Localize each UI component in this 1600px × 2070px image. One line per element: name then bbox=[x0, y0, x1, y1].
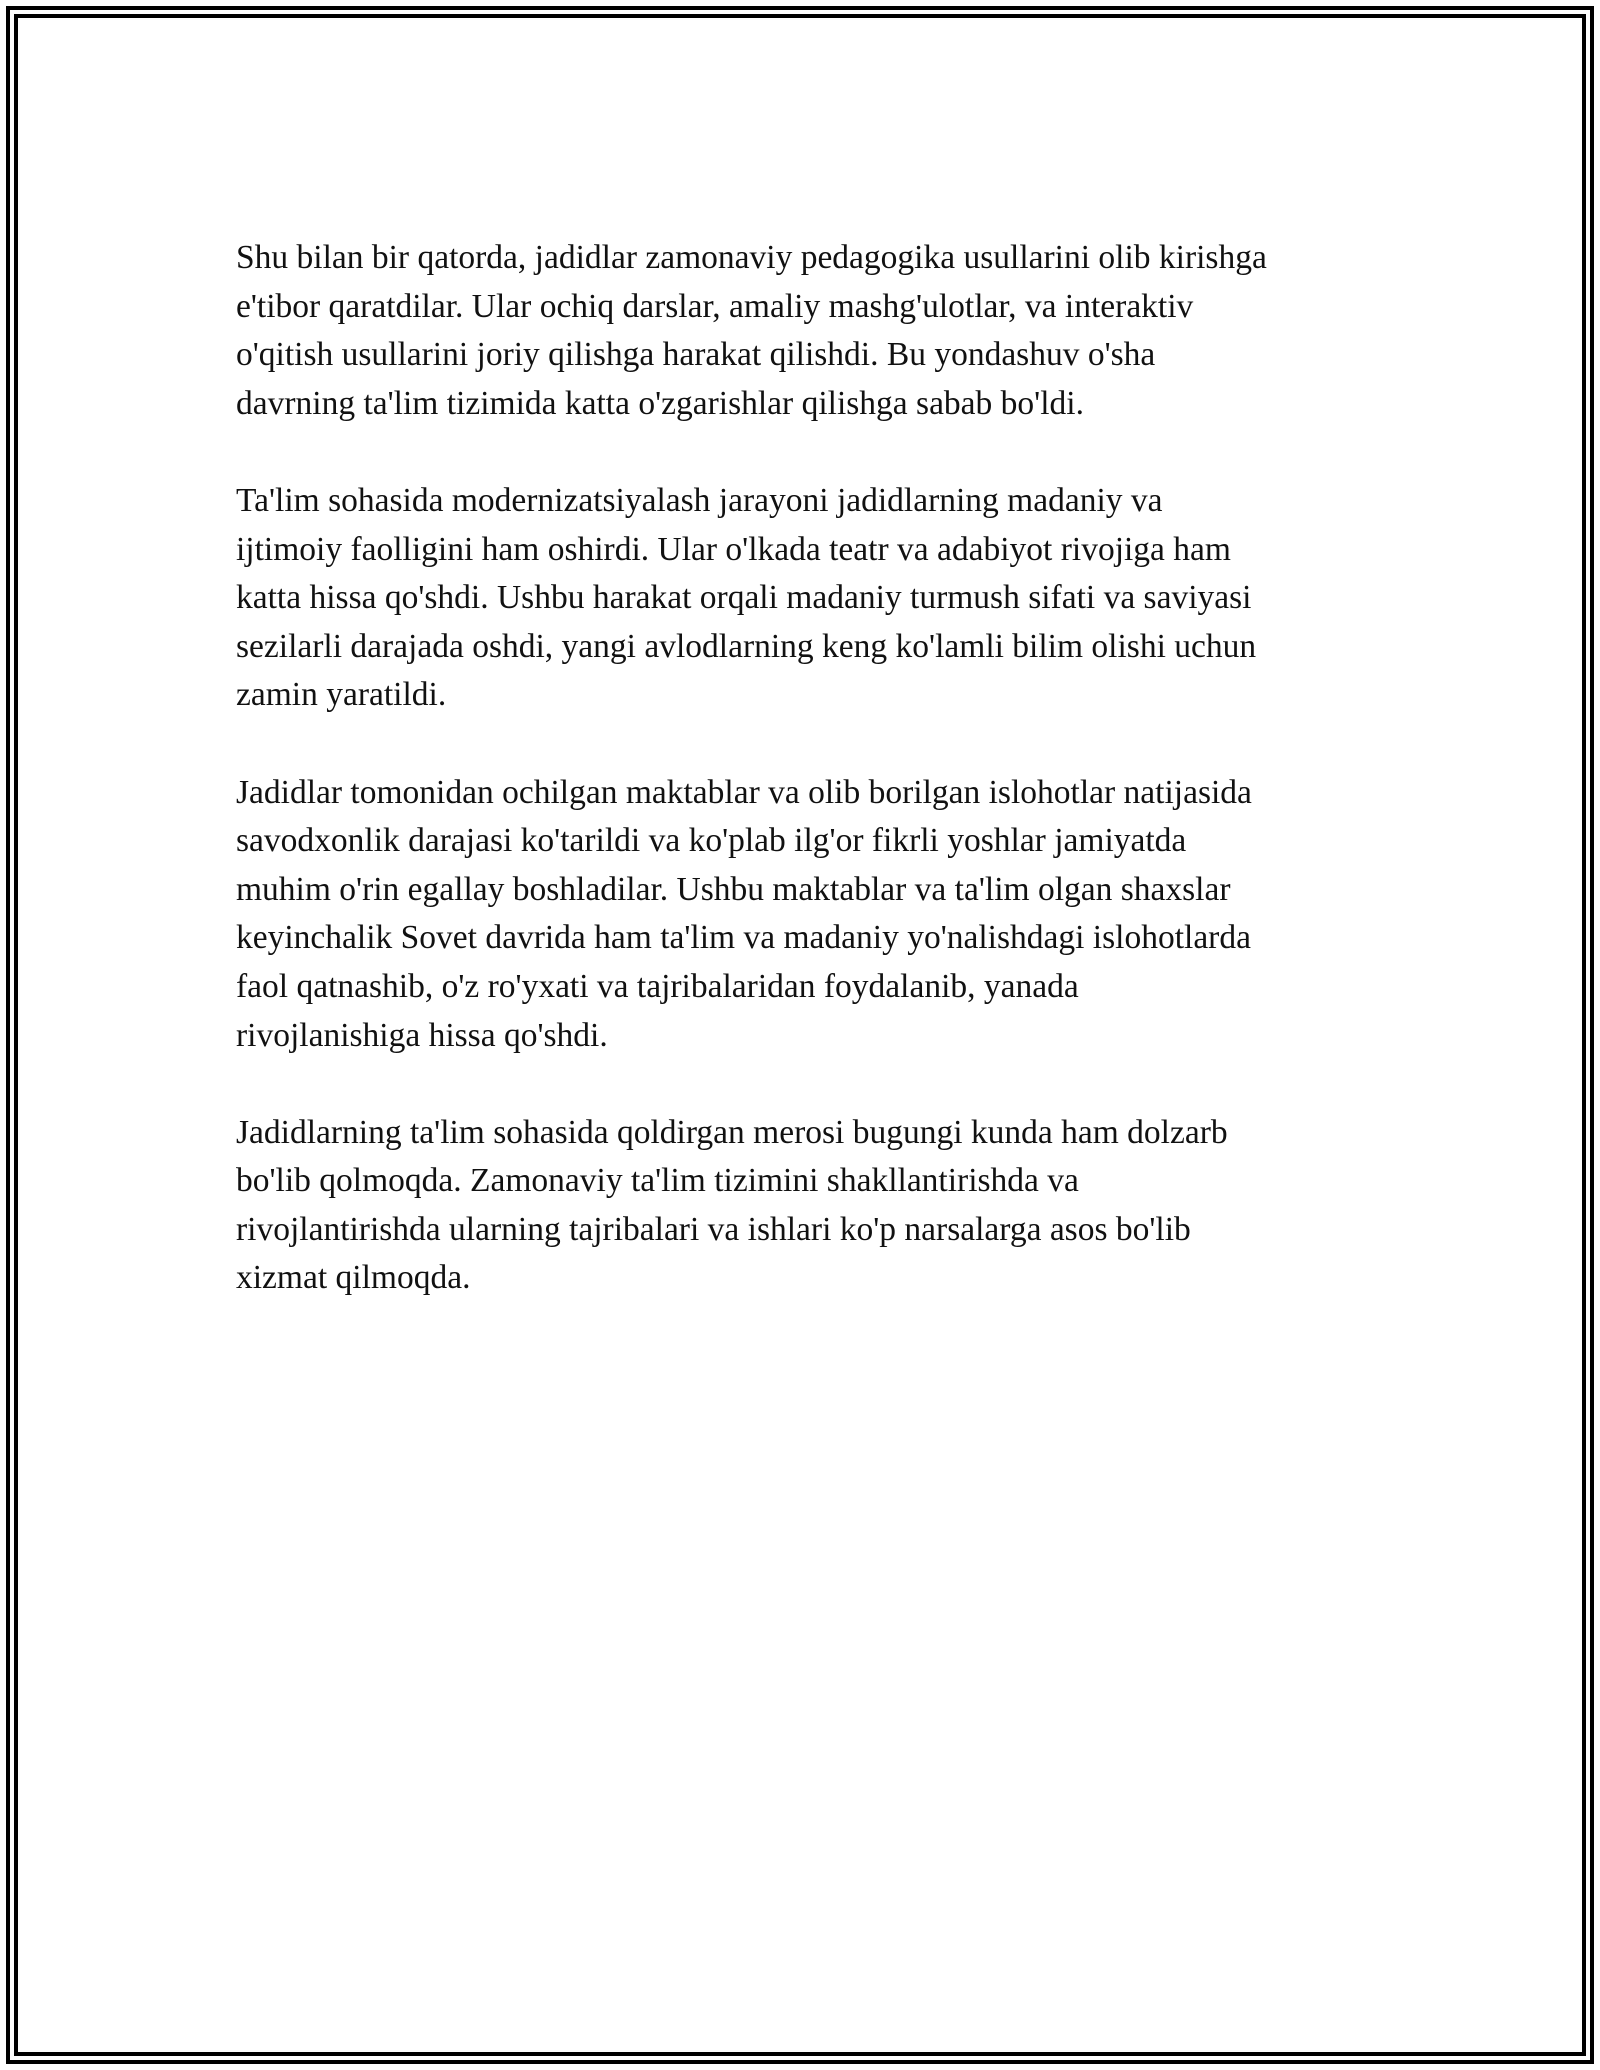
paragraph-line: zamin yaratildi. bbox=[236, 676, 447, 714]
paragraph-line: e'tibor qaratdilar. Ular ochiq darslar, amaliy mashg'ulotlar, va interaktiv bbox=[236, 287, 1194, 325]
paragraph-line: Jadidlar tomonidan ochilgan maktablar va olib borilgan islohotlar natijasida bbox=[236, 773, 1252, 811]
paragraph-line: davrning ta'lim tizimida katta o'zgarishlar qilishga sabab bo'ldi. bbox=[236, 384, 1084, 422]
paragraph-line: bo'lib qolmoqda. Zamonaviy ta'lim tizimini shakllantirishda va bbox=[236, 1162, 1079, 1200]
paragraph-line: katta hissa qo'shdi. Ushbu harakat orqali madaniy turmush sifati va saviyasi bbox=[236, 579, 1252, 617]
paragraph-line: rivojlantirishda ularning tajribalari va ishlari ko'p narsalarga asos bo'lib bbox=[236, 1210, 1191, 1248]
paragraph-line: xizmat qilmoqda. bbox=[236, 1259, 471, 1297]
paragraph-line: Shu bilan bir qatorda, jadidlar zamonaviy pedagogika usullarini olib kirishga bbox=[236, 239, 1267, 276]
document-body bbox=[236, 234, 1386, 1352]
paragraph-line: faol qatnashib, o'z ro'yxati va tajribalaridan foydalanib, yanada bbox=[236, 967, 1079, 1005]
paragraph-line: o'qitish usullarini joriy qilishga harakat qilishdi. Bu yondashuv o'sha bbox=[236, 336, 1156, 374]
paragraph-line: sezilarli darajada oshdi, yangi avlodlarning keng ko'lamli bilim olishi uchun bbox=[236, 627, 1257, 665]
paragraph-2 bbox=[236, 477, 1386, 720]
paragraph-line: Ta'lim sohasida modernizatsiyalash jarayoni jadidlarning madaniy va bbox=[236, 481, 1163, 519]
paragraph-1 bbox=[236, 234, 1386, 428]
paragraph-3 bbox=[236, 769, 1386, 1061]
paragraph-line: savodxonlik darajasi ko'tarildi va ko'plab ilg'or fikrli yoshlar jamiyatda bbox=[236, 822, 1187, 860]
paragraph-line: muhim o'rin egallay boshladilar. Ushbu maktablar va ta'lim olgan shaxslar bbox=[236, 870, 1231, 908]
paragraph-line: rivojlanishiga hissa qo'shdi. bbox=[236, 1016, 608, 1054]
paragraph-4 bbox=[236, 1109, 1386, 1303]
paragraph-line: Jadidlarning ta'lim sohasida qoldirgan merosi bugungi kunda ham dolzarb bbox=[236, 1113, 1228, 1151]
paragraph-line: keyinchalik Sovet davrida ham ta'lim va madaniy yo'nalishdagi islohotlarda bbox=[236, 919, 1251, 957]
paragraph-line: ijtimoiy faolligini ham oshirdi. Ular o'lkada teatr va adabiyot rivojiga ham bbox=[236, 530, 1231, 568]
